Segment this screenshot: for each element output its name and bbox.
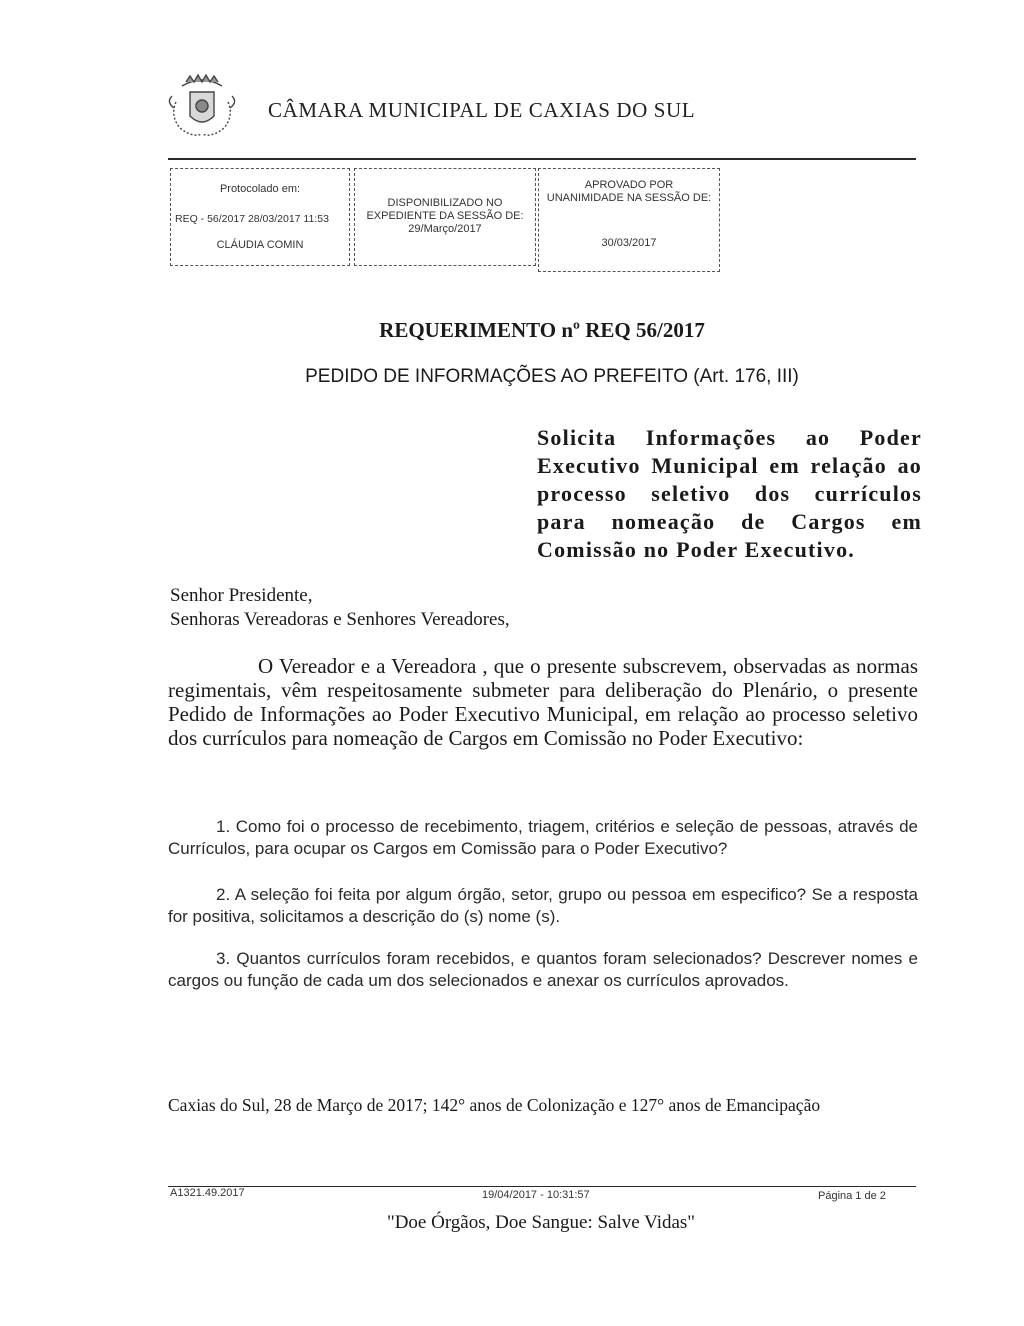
- document-code: A1321.49.2017: [170, 1187, 245, 1199]
- approval-stamp: [538, 168, 720, 272]
- document-title: REQUERIMENTO nº REQ 56/2017: [379, 318, 705, 342]
- body-paragraph: O Vereador e a Vereadora , que o presente subscrevem, observadas as normas regimentais, vêm respeitosamente submeter para deliberação do Plenário, o presente Pedido de Informações ao Poder Executivo Municipal, em relação ao processo seletivo dos currículos para nomeação de Cargos em Comissão no Poder Executivo:: [168, 654, 918, 750]
- protocol-stamp: [170, 168, 350, 266]
- footer-motto: "Doe Órgãos, Doe Sangue: Salve Vidas": [386, 1212, 696, 1233]
- coat-of-arms-logo: [160, 72, 244, 144]
- footer-divider: [168, 1186, 916, 1187]
- protocol-label: Protocolado em:: [219, 183, 301, 195]
- footer-timestamp: 19/04/2017 - 10:31:57: [482, 1189, 590, 1201]
- question-item-3: 3. Quantos currículos foram recebidos, e quantos foram selecionados? Descrever nomes e cargos ou função de cada um dos selecionados e anexar os currículos aprovados.: [168, 949, 918, 990]
- question-item-1: 1. Como foi o processo de recebimento, triagem, critérios e seleção de pessoas, através de Currículos, para ocupar os Cargos em Comissão para o Poder Executivo?: [168, 817, 918, 858]
- availability-label: DISPONIBILIZADO NO EXPEDIENTE DA SESSÃO DE:: [366, 197, 524, 222]
- closing-date-line: Caxias do Sul, 28 de Março de 2017; 142° anos de Colonização e 127° anos de Emancipação: [168, 1095, 821, 1115]
- greeting-line-2: Senhoras Vereadoras e Senhores Vereadores,: [170, 609, 510, 630]
- availability-date: 29/Março/2017: [408, 223, 482, 235]
- greeting: [170, 584, 510, 632]
- institution-name: CÂMARA MUNICIPAL DE CAXIAS DO SUL: [268, 98, 696, 122]
- availability-stamp: [354, 168, 536, 266]
- question-item-2: 2. A seleção foi feita por algum órgão, setor, grupo ou pessoa em especifico? Se a resposta for positiva, solicitamos a descrição do (s) nome (s).: [168, 885, 918, 926]
- document-summary: Solicita Informações ao Poder Executivo Municipal em relação ao processo seletivo dos currículos para nomeação de Cargos em Comissão no Poder Executivo.: [537, 425, 922, 562]
- greeting-line-1: Senhor Presidente,: [170, 585, 313, 606]
- protocol-name: CLÁUDIA COMIN: [216, 239, 304, 251]
- approval-label: APROVADO POR UNANIMIDADE NA SESSÃO DE:: [546, 179, 712, 204]
- approval-date: 30/03/2017: [601, 237, 657, 249]
- protocol-reference: REQ - 56/2017 28/03/2017 11:53: [175, 213, 329, 225]
- header-divider: [168, 158, 916, 160]
- document-subtitle: PEDIDO DE INFORMAÇÕES AO PREFEITO (Art. 176, III): [305, 366, 799, 387]
- page-number: Página 1 de 2: [818, 1190, 886, 1202]
